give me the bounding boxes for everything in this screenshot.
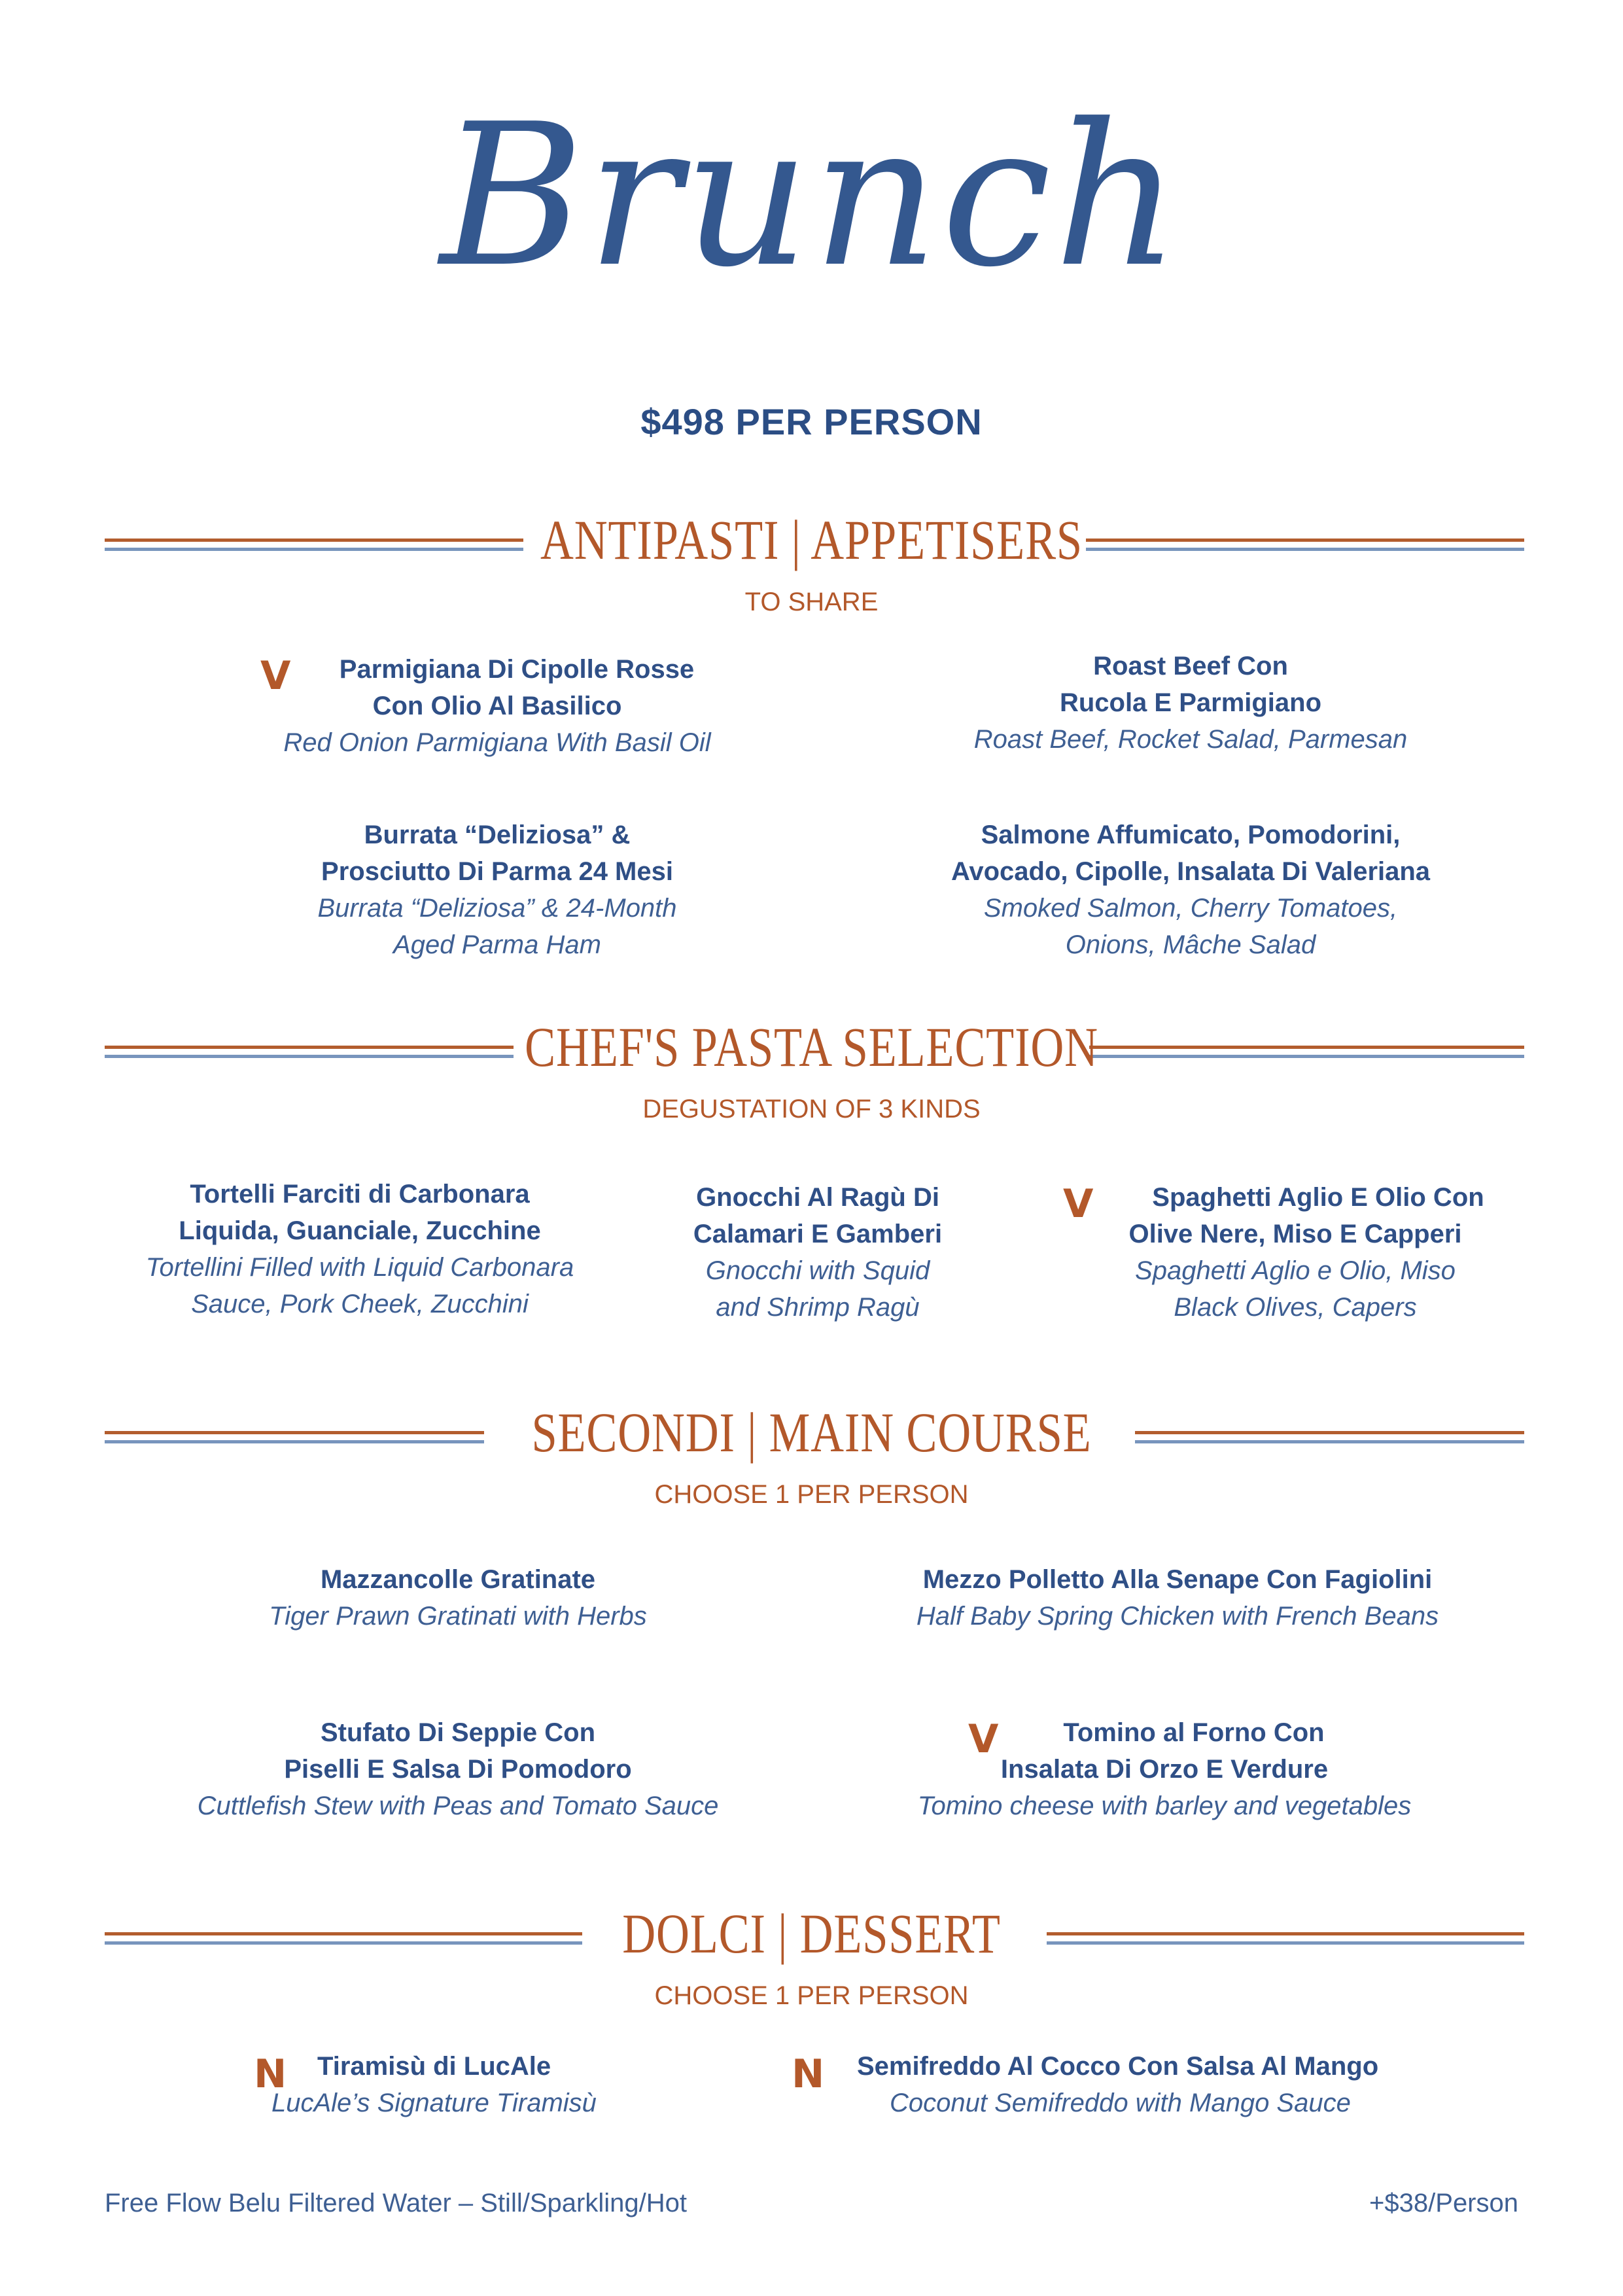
dish-name: Con Olio Al Basilico	[372, 692, 622, 720]
dish-description: LucAle’s Signature Tiramisù	[271, 2089, 597, 2117]
dish-name: Stufato Di Seppie Con	[321, 1718, 595, 1747]
dish-name: Avocado, Cipolle, Insalata Di Valeriana	[951, 857, 1431, 886]
section-subtitle-secondi: CHOOSE 1 PER PERSON	[654, 1480, 969, 1509]
dish-name: Mezzo Polletto Alla Senape Con Fagiolini	[922, 1565, 1433, 1594]
dish-description: Black Olives, Capers	[1174, 1293, 1417, 1322]
dish-name: Gnocchi Al Ragù Di	[696, 1183, 939, 1212]
dish-name: Olive Nere, Miso E Capperi	[1128, 1220, 1462, 1248]
dish-name: Mazzancolle Gratinate	[320, 1565, 596, 1594]
dish-name: Tortelli Farciti di Carbonara	[190, 1180, 530, 1209]
dish-description: Onions, Mâche Salad	[1065, 930, 1316, 959]
dish-description: Sauce, Pork Cheek, Zucchini	[191, 1290, 529, 1318]
dish-item	[864, 817, 1518, 963]
vegetarian-icon: V	[1063, 1181, 1094, 1227]
dish-item	[111, 1176, 608, 1322]
dish-description: Tiger Prawn Gratinati with Herbs	[269, 1602, 647, 1631]
dish-item	[628, 1179, 1007, 1326]
dish-name: Roast Beef Con	[1093, 652, 1288, 680]
dish-description: Roast Beef, Rocket Salad, Parmesan	[973, 725, 1408, 754]
dish-item	[196, 1561, 720, 1634]
section-title-dolci: DOLCI | DESSERT	[622, 1902, 1001, 1965]
dish-description: Coconut Semifreddo with Mango Sauce	[890, 2089, 1351, 2117]
dish-description: Cuttlefish Stew with Peas and Tomato Sauce	[197, 1792, 719, 1820]
dish-name: Rucola E Parmigiano	[1059, 688, 1322, 717]
dish-name: Parmigiana Di Cipolle Rosse	[339, 655, 695, 684]
dish-name: Insalata Di Orzo E Verdure	[1000, 1755, 1329, 1784]
section-title-antipasti: ANTIPASTI | APPETISERS	[540, 508, 1083, 571]
dish-description: Aged Parma Ham	[393, 930, 601, 959]
section-title-pasta: CHEF'S PASTA SELECTION	[525, 1016, 1098, 1078]
menu-title: Brunch	[440, 82, 1183, 310]
dish-item	[262, 651, 733, 761]
dish-item	[850, 1561, 1505, 1634]
section-subtitle-dolci: CHOOSE 1 PER PERSON	[654, 1981, 969, 2010]
section-subtitle-antipasti: TO SHARE	[744, 588, 879, 616]
dish-description: Burrata “Deliziosa” & 24-Month	[317, 894, 677, 923]
dish-item	[262, 2048, 615, 2121]
dish-description: Red Onion Parmigiana With Basil Oil	[283, 728, 711, 757]
dish-name: Salmone Affumicato, Pomodorini,	[981, 821, 1401, 849]
dish-name: Piselli E Salsa Di Pomodoro	[284, 1755, 632, 1784]
dish-name: Liquida, Guanciale, Zucchine	[179, 1216, 541, 1245]
vegetarian-icon: V	[968, 1716, 999, 1762]
nut-allergen-icon: N	[254, 2051, 287, 2097]
dish-name: Tomino al Forno Con	[1063, 1718, 1325, 1747]
dish-description: Smoked Salmon, Cherry Tomatoes,	[983, 894, 1398, 923]
dish-description: Half Baby Spring Chicken with French Beans	[916, 1602, 1439, 1631]
dish-name: Burrata “Deliziosa” &	[364, 821, 631, 849]
nut-allergen-icon: N	[792, 2051, 825, 2097]
dish-description: Tortellini Filled with Liquid Carbonara	[145, 1253, 574, 1282]
dish-item	[890, 648, 1492, 758]
dish-item	[864, 1714, 1465, 1824]
dish-item	[844, 2048, 1433, 2121]
dish-name: Prosciutto Di Parma 24 Mesi	[321, 857, 673, 886]
dish-description: Spaghetti Aglio e Olio, Miso	[1135, 1256, 1456, 1285]
dish-name: Semifreddo Al Cocco Con Salsa Al Mango	[857, 2052, 1379, 2081]
vegetarian-icon: V	[260, 653, 291, 699]
dish-description: Tomino cheese with barley and vegetables	[917, 1792, 1412, 1820]
section-title-secondi: SECONDI | MAIN COURSE	[531, 1401, 1092, 1464]
section-subtitle-pasta: DEGUSTATION OF 3 KINDS	[642, 1095, 981, 1123]
dish-item	[164, 1714, 752, 1824]
footer-water-price: +$38/Person	[1369, 2189, 1518, 2217]
dish-description: Gnocchi with Squid	[705, 1256, 930, 1285]
dish-item	[236, 817, 759, 963]
dish-name: Spaghetti Aglio E Olio Con	[1152, 1183, 1484, 1212]
footer-water-note: Free Flow Belu Filtered Water – Still/Sparkling/Hot	[105, 2189, 687, 2217]
dish-name: Tiramisù di LucAle	[317, 2052, 551, 2081]
dish-description: and Shrimp Ragù	[716, 1293, 920, 1322]
dish-name: Calamari E Gamberi	[693, 1220, 943, 1248]
dish-item	[1060, 1179, 1531, 1326]
price-per-person: $498 PER PERSON	[640, 401, 983, 442]
